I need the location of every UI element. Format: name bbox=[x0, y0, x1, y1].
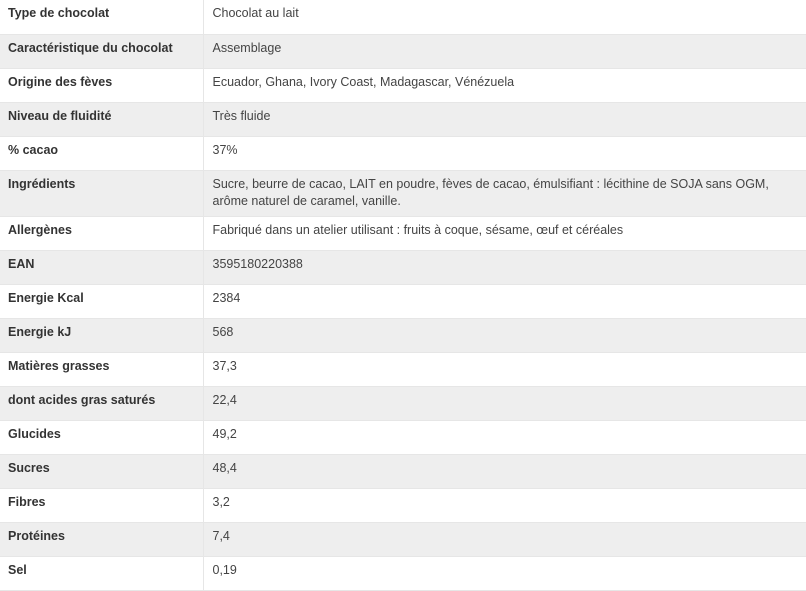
spec-row-fibres bbox=[0, 488, 806, 522]
spec-label: Sel bbox=[0, 556, 203, 590]
spec-label: Protéines bbox=[0, 522, 203, 556]
spec-row-energie-kcal bbox=[0, 284, 806, 318]
spec-label: Allergènes bbox=[0, 216, 203, 250]
spec-label: Fibres bbox=[0, 488, 203, 522]
spec-label: Energie kJ bbox=[0, 318, 203, 352]
spec-value: 2384 bbox=[203, 284, 806, 318]
spec-label: % cacao bbox=[0, 136, 203, 170]
spec-value: Très fluide bbox=[203, 102, 806, 136]
spec-value: 49,2 bbox=[203, 420, 806, 454]
spec-value: 22,4 bbox=[203, 386, 806, 420]
spec-row-sucres bbox=[0, 454, 806, 488]
spec-row-allergenes bbox=[0, 216, 806, 250]
spec-value: 568 bbox=[203, 318, 806, 352]
spec-row-matieres-grasses bbox=[0, 352, 806, 386]
spec-value: 37,3 bbox=[203, 352, 806, 386]
spec-row-caracteristique bbox=[0, 34, 806, 68]
spec-label: EAN bbox=[0, 250, 203, 284]
spec-row-ean bbox=[0, 250, 806, 284]
spec-value: Ecuador, Ghana, Ivory Coast, Madagascar, Vénézuela bbox=[203, 68, 806, 102]
spec-label: Type de chocolat bbox=[0, 0, 203, 34]
spec-value: Sucre, beurre de cacao, LAIT en poudre, fèves de cacao, émulsifiant : lécithine de SOJA sans OGM, arôme naturel de caramel, vanille. bbox=[203, 170, 806, 216]
spec-value: 3595180220388 bbox=[203, 250, 806, 284]
spec-label: Caractéristique du chocolat bbox=[0, 34, 203, 68]
spec-row-energie-kj bbox=[0, 318, 806, 352]
spec-row-sel bbox=[0, 556, 806, 590]
spec-label: Glucides bbox=[0, 420, 203, 454]
spec-row-niveau-de-fluidite bbox=[0, 102, 806, 136]
spec-row-acides-gras-satures bbox=[0, 386, 806, 420]
spec-value: Fabriqué dans un atelier utilisant : fruits à coque, sésame, œuf et céréales bbox=[203, 216, 806, 250]
spec-row-type-de-chocolat bbox=[0, 0, 806, 34]
spec-label: dont acides gras saturés bbox=[0, 386, 203, 420]
spec-row-proteines bbox=[0, 522, 806, 556]
spec-label: Matières grasses bbox=[0, 352, 203, 386]
spec-value: 0,19 bbox=[203, 556, 806, 590]
spec-label: Energie Kcal bbox=[0, 284, 203, 318]
spec-value: Assemblage bbox=[203, 34, 806, 68]
spec-value: 3,2 bbox=[203, 488, 806, 522]
spec-row-ingredients bbox=[0, 170, 806, 216]
spec-row-cacao bbox=[0, 136, 806, 170]
spec-label: Ingrédients bbox=[0, 170, 203, 216]
spec-row-origine-des-feves bbox=[0, 68, 806, 102]
spec-value: 48,4 bbox=[203, 454, 806, 488]
spec-value: Chocolat au lait bbox=[203, 0, 806, 34]
spec-value: 37% bbox=[203, 136, 806, 170]
spec-value: 7,4 bbox=[203, 522, 806, 556]
spec-label: Niveau de fluidité bbox=[0, 102, 203, 136]
spec-label: Sucres bbox=[0, 454, 203, 488]
spec-row-glucides bbox=[0, 420, 806, 454]
spec-label: Origine des fèves bbox=[0, 68, 203, 102]
